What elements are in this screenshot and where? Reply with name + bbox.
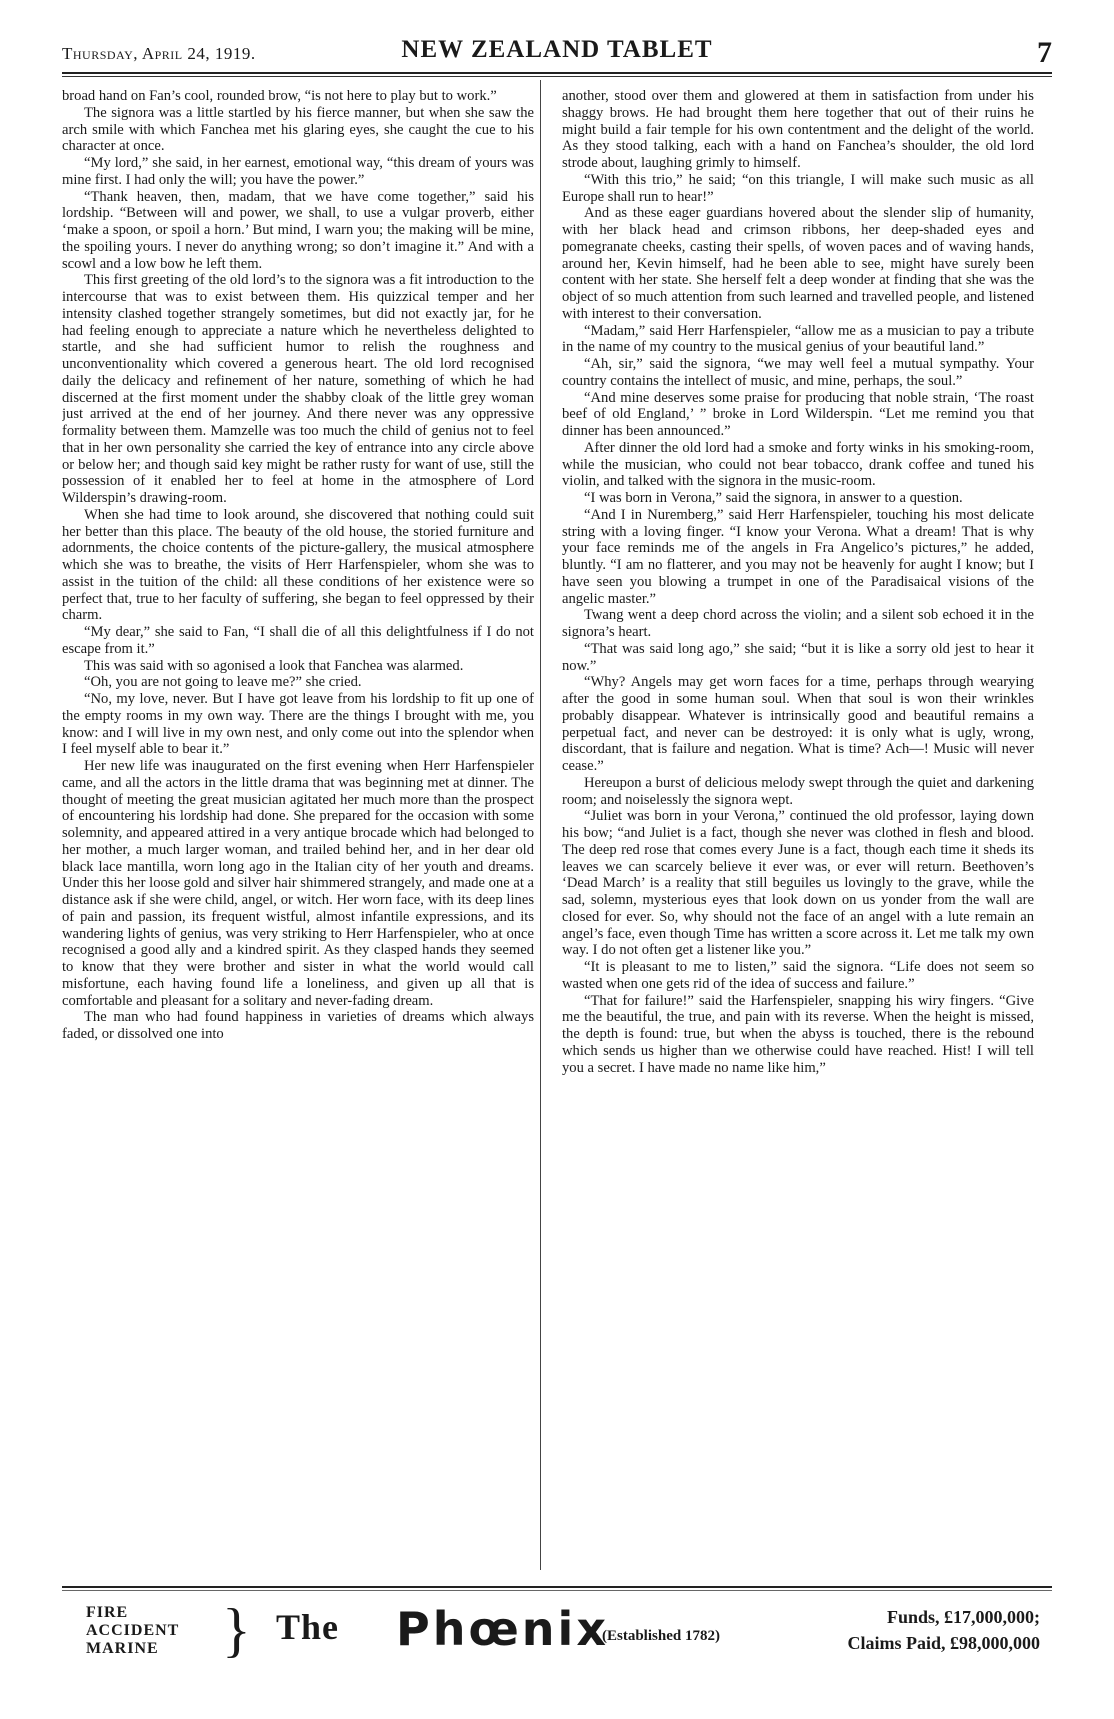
article-paragraph: another, stood over them and glowered at them in satisfaction from under his shaggy brows. He had brought them here together that out of their ruins he might build a fair temple for his own contentment and the delight of the world. As they stood talking, each with a hand on Fanchea’s shoulder, the old lord strode about, laughing grimly to himself. (562, 88, 1034, 171)
phoenix-advertisement (62, 1597, 1052, 1700)
article-paragraph: “Why? Angels may get worn faces for a time, perhaps through wearying after the good in some human soul. When that soul is won their wrinkles probably disappear. Whatever is intrinsically good and beautiful remains a perpetual fact, and never can be destroyed: it is only what is ugly, wrong, discordant, that is failure and negation. What is time? Ach—! Music will never cease.” (562, 674, 1034, 774)
issue-date: Thursday, April 24, 1919. (62, 44, 256, 63)
article-paragraph: “My dear,” she said to Fan, “I shall die of all this delightfulness if I do not escape from it.” (62, 624, 534, 657)
funds-info (847, 1604, 1040, 1656)
article-paragraph: “With this trio,” he said; “on this triangle, I will make such music as all Europe shall run to hear!” (562, 171, 1034, 205)
article-paragraph: The man who had found happiness in varieties of dreams which always faded, or dissolved one into (62, 1009, 534, 1042)
article-paragraph: When she had time to look around, she discovered that nothing could suit her better than this place. The beauty of the old house, the storied furniture and adornments, the choice contents of the picture-gallery, the musical atmosphere which she was to breathe, the visits of Herr Harfenspieler, whom she was to assist in the tuition of the child: all these conditions of her existence were so perfect that, true to her faculty of suffering, she began to feel oppressed by their charm. (62, 506, 534, 624)
ad-article: The (276, 1607, 340, 1647)
company-name: Phœnix (396, 1602, 609, 1656)
funds-amount: Funds, £17,000,000; (886, 1607, 1040, 1627)
article-paragraph: The signora was a little startled by his fierce manner, but when she saw the arch smile with which Fanchea met his glaring eyes, she caught the cue to his character at once. (62, 104, 534, 155)
article-paragraph: broad hand on Fan’s cool, rounded brow, “is not here to play but to work.” (62, 88, 497, 104)
article-paragraph: Her new life was inaugurated on the first evening when Herr Harfenspieler came, and all the actors in the little drama that was beginning met at dinner. The thought of meeting the great musician agitated her much more than the prospect of encountering his lordship had done. She prepared for the occasion with some solemnity, and appeared attired in a very antique brocade which had belonged to her mother, a much larger woman, and trailed behind her, and in her dear old black lace mantilla, worn long ago in the Italian city of her youth and dreams. Under this her loose gold and silver hair shimmered strangely, and made one at a distance ask if she were child, angel, or witch. Her worn face, with its deep lines of pain and passion, its frequent wistful, almost infantile expressions, and its wandering lights of genius, was very striking to Herr Harfenspieler, who at once recognised a good ally and a kindred spirit. As they clasped hands they seemed to know that they were brother and sister in what the world would call misfortune, each having found life a loneliness, and given up all that is comfortable and pleasant for a solitary and never-fading dream. (62, 758, 534, 1009)
article-paragraph: This was said with so agonised a look that Fanchea was alarmed. (84, 657, 464, 674)
article-paragraph: “Madam,” said Herr Harfenspieler, “allow me as a musician to pay a tribute in the name of my country to the musical genius of your beautiful land.” (562, 322, 1034, 356)
advertisement-rule-thin (62, 1590, 1052, 1591)
article-paragraph: “And mine deserves some praise for producing that noble strain, ‘The roast beef of old England,’ ” broke in Lord Wilderspin. “Let me remind you that dinner has been announced.” (562, 389, 1034, 439)
established-date: (Established 1782) (602, 1628, 720, 1644)
right-column (562, 88, 1034, 1562)
article-paragraph: “Juliet was born in your Verona,” continued the old professor, laying down his bow; “and Juliet is a fact, though she never was clothed in flesh and blood. The deep red rose that comes every June is a fact, though each time it sheds its leaves we can scarcely believe it ever was, or ever will return. Beethoven’s ‘Dead March’ is a reality that still beguiles us lovingly to the grave, while the sad, solemn, mysterious eyes that look down on us yonder from the wall are closed for ever. So, why should not the face of an angel with a lute remain an angel’s face, even though Time has written a score across it. Let me talk my own way. I do not often get a listener like you.” (562, 808, 1034, 959)
article-paragraph: After dinner the old lord had a smoke and forty winks in his smoking-room, while the musician, who could not bear tobacco, drank coffee and tuned his violin, and talked with the signora in the music-room. (562, 439, 1034, 490)
insurance-line: FIRE (86, 1604, 129, 1621)
article-paragraph: “No, my love, never. But I have got leave from his lordship to fit up one of the empty rooms in my own way. There are the things I brought with me, you know: and I will live in my own nest, and only come out into the splendor when I feel myself able to bear it.” (62, 691, 534, 758)
page-number: 7 (1037, 36, 1052, 69)
insurance-line: ACCIDENT (86, 1622, 180, 1639)
advertisement-rule (62, 1586, 1052, 1588)
article-paragraph: And as these eager guardians hovered about the slender slip of humanity, with her black head and crimson ribbons, her deep-shaded eyes and pomegranate cheeks, casting their spells, of woven paces and of waving hands, around her, Kevin himself, had he been able to see, might have surely been content with her state. She herself felt a deep wonder at finding that she was the object of so much attention from such learned and travelled people, and listened with interest to their conversation. (562, 205, 1034, 322)
article-paragraph: “That for failure!” said the Harfenspieler, snapping his wiry fingers. “Give me the beautiful, the true, and pain with its reverse. When the height is missed, the depth is found: true, but when the abyss is touched, there is the rebound which sends us higher than we otherwise could have reached. Hist! I will tell you a secret. I have made no name like him,” (562, 992, 1034, 1076)
insurance-lines (86, 1604, 179, 1658)
article-paragraph: “Thank heaven, then, madam, that we have come together,” said his lordship. “Between will and power, we shall, to use a vulgar proverb, either ‘make a spoon, or spoil a horn.’ But mind, I warn you; the making will be mine, the spoiling yours. I never do anything wrong; so don’t imagine it.” And with a scowl and a low bow he left them. (62, 188, 534, 272)
article-paragraph: “Ah, sir,” said the signora, “we may well feel a mutual sympathy. Your country contains the intellect of music, and mine, perhaps, the soul.” (562, 356, 1034, 389)
article-paragraph: “I was born in Verona,” said the signora, in answer to a question. (584, 490, 963, 506)
masthead (62, 36, 1052, 72)
article-paragraph: This first greeting of the old lord’s to the signora was a fit introduction to the intercourse that was to exist between them. His quizzical temper and her intensity clashed together strangely sometimes, but did not exactly jar, for he had feeling enough to appreciate a nature which he nevertheless delighted to startle, and she had sufficient humor to relish the roughness and unconventionality which covered a generous heart. The old lord recognised daily the delicacy and refinement of her nature, something of which he had discerned at the first moment under the shabby cloak of the little grey woman just arrived at the end of her journey. And there never was any oppressive formality between them. Mamzelle was too much the child of genius not to feel that in her own personality she carried the key of entrance into any circle above or below her; and though said key might be rather rusty for want of use, still the possession of it enabled her to feel at home in the atmosphere of Lord Wilderspin’s drawing-room. (62, 272, 534, 506)
newspaper-title: NEW ZEALAND TABLET (401, 36, 713, 63)
article-paragraph: “My lord,” she said, in her earnest, emotional way, “this dream of yours was mine first. I had only the will; you have the power.” (62, 155, 534, 188)
claims-paid: Claims Paid, £98,000,000 (847, 1633, 1040, 1653)
brace-ornament: } (222, 1597, 251, 1663)
masthead-rule (62, 72, 1052, 74)
masthead-rule-thin (62, 76, 1052, 77)
insurance-line: MARINE (86, 1640, 159, 1657)
left-column (62, 88, 534, 1562)
article-paragraph: Hereupon a burst of delicious melody swept through the quiet and darkening room; and noiselessly the signora wept. (562, 774, 1034, 808)
article-paragraph: “That was said long ago,” she said; “but it is like a sorry old jest to hear it now.” (562, 640, 1034, 674)
article-paragraph: Twang went a deep chord across the violin; and a silent sob echoed it in the signora’s heart. (562, 607, 1034, 640)
column-separator (540, 80, 541, 1570)
article-paragraph: “It is pleasant to me to listen,” said the signora. “Life does not seem so wasted when one gets rid of the idea of success and failure.” (562, 959, 1034, 992)
article-paragraph: “And I in Nuremberg,” said Herr Harfenspieler, touching his most delicate string with a loving finger. “I know your Verona. What a dream! That is why your face reminds me of the angels in Fra Angelico’s pictures,” he added, bluntly. “I am no flatterer, and you may not be heavenly for aught I know; but I have seen you blowing a trumpet in one of the Paradisaical visions of the angelic master.” (562, 506, 1034, 607)
article-paragraph: “Oh, you are not going to leave me?” she cried. (84, 674, 362, 691)
